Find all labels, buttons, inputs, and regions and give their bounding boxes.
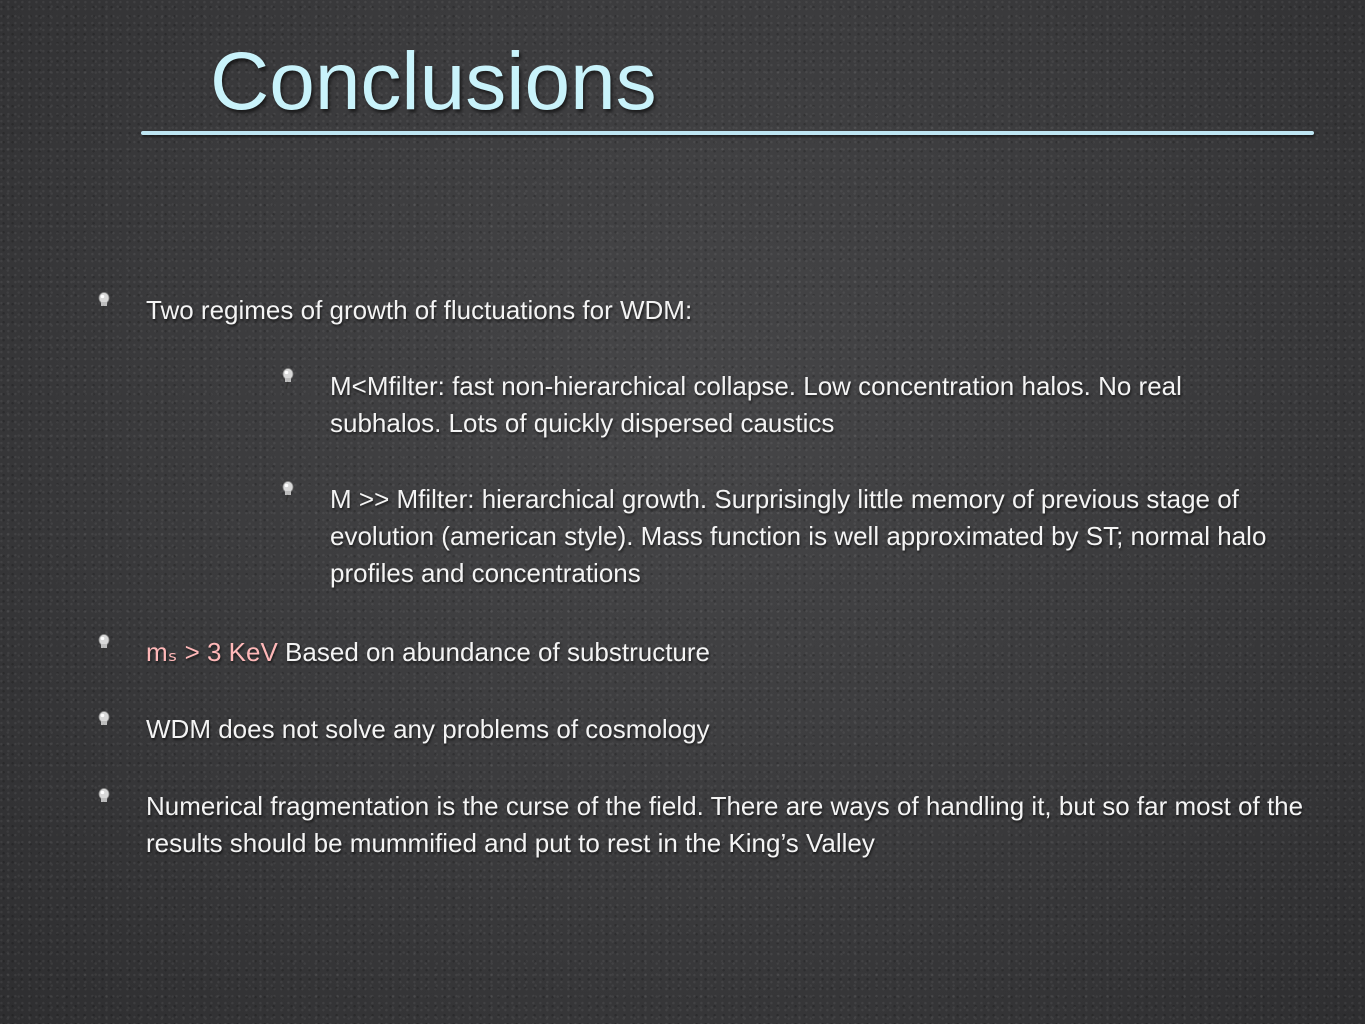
accent-mass-limit: mₛ > 3 KeV xyxy=(146,637,278,667)
pushpin-icon xyxy=(96,711,112,733)
bullet-text: M >> Mfilter: hierarchical growth. Surprisingly little memory of previous stage of evolution (american style). Mass function is well approximated by ST; normal halo profiles and concentrations xyxy=(330,484,1267,588)
pushpin-icon xyxy=(96,634,112,656)
bullet-text: Two regimes of growth of fluctuations for WDM: xyxy=(146,295,693,325)
bullet-item xyxy=(146,788,1316,862)
bullet-item xyxy=(146,292,1306,329)
pushpin-icon xyxy=(280,481,296,503)
bullet-item xyxy=(146,634,1306,671)
bullet-text xyxy=(146,634,710,671)
sub-bullet-item xyxy=(330,481,1310,592)
bullet-text: M<Mfilter: fast non-hierarchical collapse. Low concentration halos. No real subhalos. Lots of quickly dispersed caustics xyxy=(330,371,1182,438)
slide-title: Conclusions xyxy=(210,36,657,127)
pushpin-icon xyxy=(280,368,296,390)
bullet-item xyxy=(146,711,1306,748)
bullet-text: WDM does not solve any problems of cosmology xyxy=(146,714,710,744)
pushpin-icon xyxy=(96,292,112,314)
title-underline xyxy=(141,131,1314,135)
bullet-text: Numerical fragmentation is the curse of the field. There are ways of handling it, but so far most of the results should be mummified and put to rest in the King’s Valley xyxy=(146,791,1304,858)
sub-bullet-item xyxy=(330,368,1300,442)
bullet-text-rest: Based on abundance of substructure xyxy=(277,637,711,667)
pushpin-icon xyxy=(96,788,112,810)
